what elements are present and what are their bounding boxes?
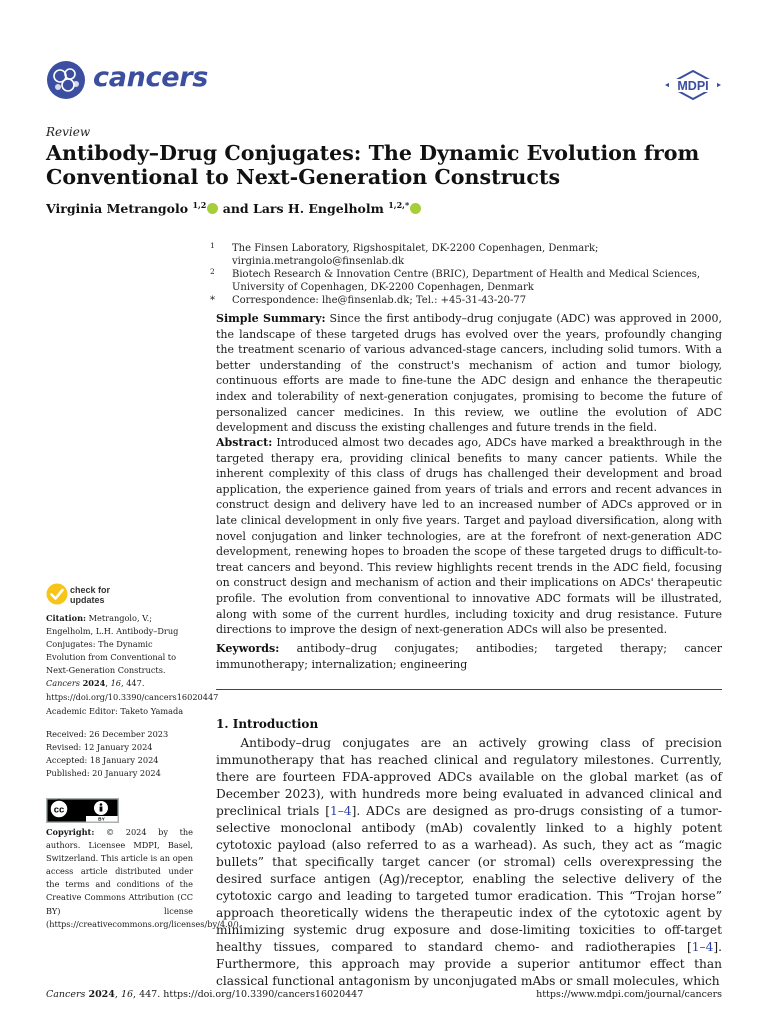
check-updates-icon (46, 583, 68, 605)
journal-logo-icon (46, 60, 86, 100)
date-accepted: Accepted: 18 January 2024 (46, 755, 159, 766)
publisher-logo (665, 70, 721, 100)
citation-year: 2024 (82, 678, 106, 689)
orcid-icon[interactable] (207, 203, 218, 214)
affiliations (210, 242, 730, 307)
date-revised: Revised: 12 January 2024 (46, 742, 153, 753)
check-for-updates-button[interactable] (46, 583, 121, 609)
citation-label: Citation: (46, 613, 87, 623)
keywords-label: Keywords: (216, 642, 280, 655)
affiliation-text: The Finsen Laboratory, Rigshospitalet, DK-2200 Copenhagen, Denmark; virginia.metrangolo@finsenlab.dk (232, 243, 599, 267)
footer-year: 2024 (88, 989, 115, 1000)
introduction-paragraph (216, 735, 722, 990)
affiliation-mark: 1 (210, 241, 215, 250)
footer-journal: Cancers (46, 989, 86, 1000)
reference-link[interactable]: 1–4 (329, 804, 352, 818)
author-affiliation-sup: 1,2 (192, 200, 207, 210)
correspondence-item (210, 294, 730, 307)
copyright-label: Copyright: (46, 827, 95, 837)
keywords-text: antibody–drug conjugates; antibodies; targeted therapy; cancer immunotherapy; internalization; engineering (216, 642, 722, 671)
citation-volume: 16 (110, 678, 122, 689)
reference-link[interactable]: 1–4 (691, 940, 714, 954)
citation-journal: Cancers (46, 678, 80, 689)
check-updates-label (70, 585, 110, 605)
section-heading: 1. Introduction (216, 717, 319, 731)
abstract (216, 435, 722, 638)
citation-doi[interactable]: , 447. https://doi.org/10.3390/cancers16020447 (46, 678, 219, 702)
publisher-name: MDPI (677, 79, 709, 93)
correspondence-text[interactable]: Correspondence: lhe@finsenlab.dk; Tel.: +45-31-43-20-77 (232, 295, 527, 306)
date-published: Published: 20 January 2024 (46, 768, 161, 779)
intro-text: ]. Furthermore, this approach may provide a superior antitumor effect than classical functional antagonism by unconjugated mAbs or small molecules, which (216, 940, 722, 988)
author-affiliation-sup: 1,2,* (388, 200, 410, 210)
date-received: Received: 26 December 2023 (46, 729, 169, 739)
simple-summary-label: Simple Summary: (216, 312, 326, 325)
intro-text: Antibody–drug conjugates are an actively growing class of precision immunotherapy that has reached clinical and regulatory milestones. Currently, there are fourteen FDA-approved ADCs available on the global market (as of December 2023), with hundreds more being evaluated in advanced clinical and preclinical trials [ (216, 736, 722, 818)
author-name[interactable]: Virginia Metrangolo (46, 201, 189, 217)
article-type: Review (46, 125, 91, 139)
citation-block: Citation: Metrangolo, V.; Engelholm, L.H. Antibody–Drug Conjugates: The Dynamic Evolution from Conventional to Next-Generation Constructs. Cancers 2024, 16, 447. https://doi.org/10.3390/cancers16020447 (46, 613, 219, 702)
check-updates-line1: check for (70, 585, 111, 595)
affiliation-item (210, 242, 730, 268)
simple-summary-text: Since the first antibody–drug conjugate (ADC) was approved in 2000, the landscape of these targeted drugs has evolved over the years, profoundly changing the treatment scenario of various advanced-stage cancers, including solid tumors. With a better understanding of the construct's mechanism of action and tumor biology, continuous efforts are made to fine-tune the ADC design and enhance the therapeutic index and tolerability of next-generation conjugates, promising to become the future of personalized cancer medicines. In this review, we outline the evolution of ADC development and discuss the existing challenges and future trends in the field. (216, 312, 722, 435)
academic-editor: Academic Editor: Taketo Yamada (46, 706, 184, 716)
author-joiner: and (222, 201, 249, 217)
publication-dates (46, 728, 168, 780)
citation-text: Metrangolo, V.; Engelholm, L.H. Antibody–Drug Conjugates: The Dynamic Evolution from Conventional to Next-Generation Constructs. (46, 613, 179, 676)
article-title: Antibody–Drug Conjugates: The Dynamic Evolution from Conventional to Next-Generation Constructs (46, 141, 700, 189)
section-divider (216, 689, 722, 690)
cc-mark: cc (53, 804, 65, 816)
journal-name: cancers (93, 62, 209, 93)
orcid-icon[interactable] (410, 203, 421, 214)
footer-journal-url[interactable]: https://www.mdpi.com/journal/cancers (536, 989, 722, 1000)
check-updates-line2: updates (70, 595, 105, 605)
author-name[interactable]: Lars H. Engelholm (253, 201, 384, 217)
footer-citation: Cancers 2024, 16, 447. https://doi.org/10.3390/cancers16020447 (46, 989, 364, 1000)
abstract-text: Introduced almost two decades ago, ADCs have marked a breakthrough in the targeted therapy era, providing clinical benefits to many cancer patients. While the inherent complexity of this class of drugs has challenged their development and broad application, the experience gained from years of trials and errors and recent advances in construct design and delivery have led to an increased number of ADCs approved or in late clinical development in only five years. Target and payload diversification, along with novel conjugation and linker technologies, are at the forefront of next-generation ADC development, renewing hopes to broaden the scope of these targeted drugs to difficult-to-treat cancers and beyond. This review highlights recent trends in the ADC field, focusing on construct design and mechanism of action and their implications on ADCs' therapeutic profile. The evolution from conventional to innovative ADC formats will be illustrated, along with some of the current hurdles, including toxicity and drug resistance. Future directions to improve the design of next-generation ADCs will also be presented. (216, 436, 722, 637)
intro-text: ]. ADCs are designed as pro-drugs consisting of a tumor-selective monoclonal antibody (mAb) covalently linked to a highly potent cytotoxic payload (also referred to as a warhead). As such, they act as “magic bullets” that specifically target cancer (or stromal) cells overexpressing the desired surface antigen (Ag)/receptor, enabling the selective delivery of the cytotoxic cargo and leading to targeted tumor eradication. This “Trojan horse” approach theoretically widens the therapeutic index of the cytotoxic agent by minimizing systemic drug exposure and dose-limiting toxicities to off-target healthy tissues, compared to standard chemo- and radiotherapies [ (216, 804, 722, 954)
footer-volume: 16 (120, 989, 134, 1000)
affiliation-mark: 2 (210, 267, 215, 276)
copyright-text: © 2024 by the authors. Licensee MDPI, Basel, Switzerland. This article is an open access article distributed under the terms and conditions of the Creative Commons Attribution (CC BY) license (https://creativecommons.org/licenses/by/4.0/). (46, 827, 242, 929)
simple-summary (216, 311, 722, 436)
abstract-label: Abstract: (216, 436, 273, 449)
by-mark: BY (98, 817, 105, 823)
footer-doi[interactable]: , 447. https://doi.org/10.3390/cancers16020447 (133, 989, 364, 1000)
affiliation-text: Biotech Research & Innovation Centre (BRIC), Department of Health and Medical Sciences, University of Copenhagen, DK-2200 Copenhagen, Denmark (232, 269, 701, 293)
cc-by-license-badge[interactable] (46, 798, 119, 823)
keywords (216, 641, 722, 672)
author-list (46, 200, 421, 216)
copyright-notice (46, 826, 242, 931)
affiliation-mark: * (210, 295, 215, 306)
affiliation-item (210, 268, 730, 294)
